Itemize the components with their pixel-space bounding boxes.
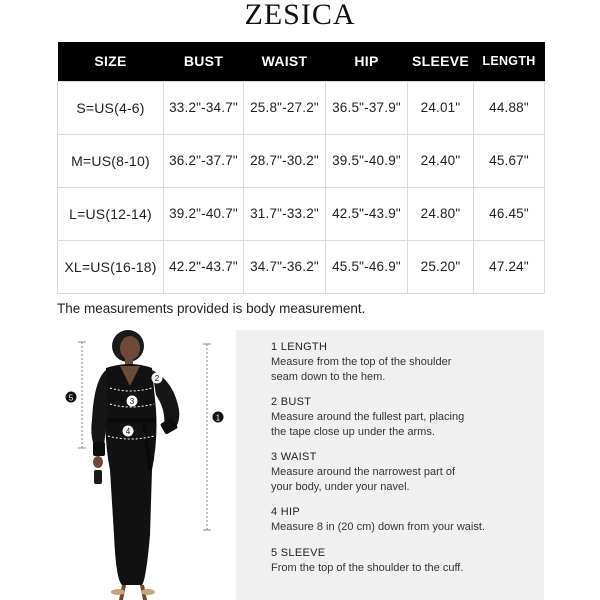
waist-cell: 28.7"-30.2"	[244, 134, 326, 187]
guide-desc: Measure around the narrowest part of	[271, 466, 456, 478]
guide-desc: Measure 8 in (20 cm) down from your waist.	[271, 521, 485, 533]
left-cuff	[93, 442, 105, 456]
guide-desc: Measure around the fullest part, placing	[271, 411, 465, 423]
brand-logo: ZESICA	[244, 0, 356, 31]
hip-cell: 39.5"-40.9"	[326, 134, 408, 187]
guide-desc: the tape close up under the arms.	[271, 425, 435, 438]
table-row	[58, 187, 545, 240]
size-cell: S=US(4-6)	[58, 81, 164, 134]
header-size: SIZE	[58, 42, 164, 81]
table-row	[58, 240, 545, 293]
guide-desc: Measure from the top of the shoulder	[271, 356, 452, 368]
waist-cell: 25.8"-27.2"	[244, 81, 326, 134]
bust-cell: 36.2"-37.7"	[164, 134, 244, 187]
table-row	[58, 81, 545, 134]
length-cell: 45.67"	[474, 134, 545, 187]
guide-item-sleeve	[271, 546, 541, 576]
belt	[108, 418, 156, 423]
guide-desc: your body, under your navel.	[271, 480, 410, 493]
guide-desc: From the top of the shoulder to the cuff.	[271, 561, 464, 574]
hip-cell: 42.5"-43.9"	[326, 187, 408, 240]
bust-cell: 33.2"-34.7"	[164, 81, 244, 134]
size-cell: M=US(8-10)	[58, 134, 164, 187]
table-header-row	[58, 42, 545, 81]
size-cell: XL=US(16-18)	[58, 240, 164, 293]
measuring-guide-panel	[236, 330, 544, 600]
sleeve-cell: 24.40"	[408, 134, 474, 187]
header-hip: HIP	[326, 42, 408, 81]
size-cell: L=US(12-14)	[58, 187, 164, 240]
left-shoe	[111, 589, 125, 595]
right-shoe	[141, 589, 155, 595]
guide-title: 2 BUST	[271, 396, 312, 408]
sleeve-cell: 24.01"	[408, 81, 474, 134]
svg-text:4: 4	[125, 427, 131, 436]
left-hand	[93, 456, 103, 468]
left-sleeve	[91, 370, 108, 445]
size-chart-table	[57, 42, 545, 294]
svg-text:3: 3	[129, 397, 135, 406]
guide-title: 3 WAIST	[271, 451, 317, 463]
sleeve-cell: 25.20"	[408, 240, 474, 293]
length-cell: 47.24"	[474, 240, 545, 293]
svg-text:5: 5	[68, 393, 74, 403]
table-row	[58, 134, 545, 187]
model-illustration	[60, 330, 230, 600]
measuring-guide	[271, 340, 541, 586]
svg-text:1: 1	[215, 413, 221, 423]
measurement-note: The measurements provided is body measurement.	[57, 301, 366, 316]
length-cell: 44.88"	[474, 81, 545, 134]
guide-item-waist	[271, 450, 541, 494]
length-cell: 46.45"	[474, 187, 545, 240]
guide-title: 1 LENGTH	[271, 341, 328, 353]
guide-item-bust	[271, 395, 541, 439]
marker-hip	[123, 426, 134, 437]
guide-title: 5 SLEEVE	[271, 546, 326, 559]
hip-cell: 45.5"-46.9"	[326, 240, 408, 293]
marker-sleeve	[66, 392, 77, 403]
face	[120, 336, 140, 360]
phone	[94, 470, 102, 484]
header-waist: WAIST	[244, 42, 326, 81]
bust-cell: 39.2"-40.7"	[164, 187, 244, 240]
waist-cell: 31.7"-33.2"	[244, 187, 326, 240]
header-bust: BUST	[164, 42, 244, 81]
hip-cell: 36.5"-37.9"	[326, 81, 408, 134]
marker-length	[213, 412, 224, 423]
marker-bust	[152, 373, 163, 384]
guide-title: 4 HIP	[271, 506, 301, 518]
waist-cell: 34.7"-36.2"	[244, 240, 326, 293]
guide-item-length	[271, 340, 541, 384]
marker-waist	[127, 396, 138, 407]
header-length: LENGTH	[474, 42, 545, 81]
header-sleeve: SLEEVE	[408, 42, 474, 81]
guide-item-hip	[271, 505, 541, 535]
sleeve-cell: 24.80"	[408, 187, 474, 240]
svg-text:2: 2	[154, 374, 160, 383]
guide-desc: seam down to the hem.	[271, 370, 386, 383]
bust-cell: 42.2"-43.7"	[164, 240, 244, 293]
model-figure	[60, 330, 230, 600]
